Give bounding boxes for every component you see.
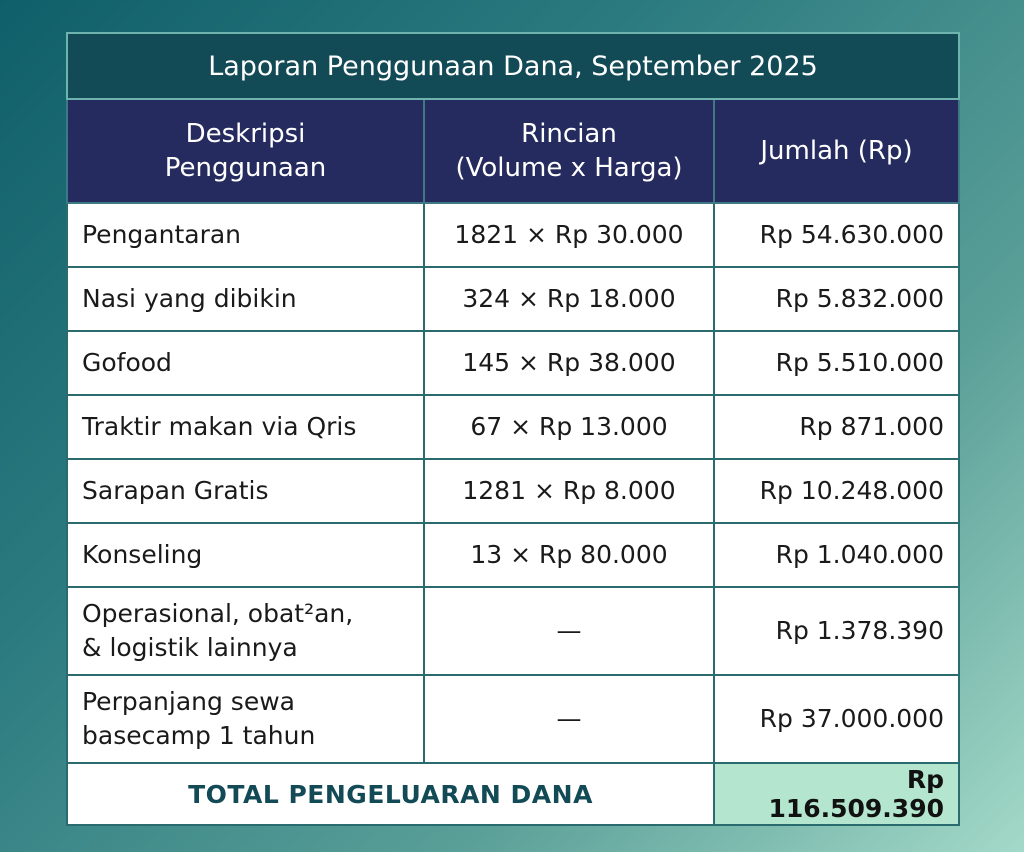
row-description [67, 675, 424, 763]
row-description-line: Perpanjang sewa [82, 687, 295, 716]
row-description: Pengantaran [67, 203, 424, 267]
row-jumlah: Rp 871.000 [714, 395, 959, 459]
total-label: TOTAL PENGELUARAN DANA [67, 763, 714, 825]
header-deskripsi-line: Penggunaan [164, 153, 327, 183]
header-deskripsi [67, 99, 424, 203]
row-jumlah: Rp 5.510.000 [714, 331, 959, 395]
table-row [67, 395, 959, 459]
row-description [67, 587, 424, 675]
total-value: Rp 116.509.390 [714, 763, 959, 825]
row-description: Sarapan Gratis [67, 459, 424, 523]
row-jumlah: Rp 5.832.000 [714, 267, 959, 331]
header-jumlah: Jumlah (Rp) [714, 99, 959, 203]
header-rincian [424, 99, 714, 203]
row-rincian: 324 × Rp 18.000 [424, 267, 714, 331]
row-rincian: 1281 × Rp 8.000 [424, 459, 714, 523]
table-row [67, 267, 959, 331]
row-description: Gofood [67, 331, 424, 395]
row-rincian: — [424, 675, 714, 763]
row-description: Konseling [67, 523, 424, 587]
fund-report-table [66, 32, 960, 826]
row-description-line: basecamp 1 tahun [82, 721, 316, 750]
table-row [67, 203, 959, 267]
row-jumlah: Rp 1.378.390 [714, 587, 959, 675]
row-jumlah: Rp 54.630.000 [714, 203, 959, 267]
row-description-line: & logistik lainnya [82, 633, 298, 662]
title-row [67, 33, 959, 99]
table-row [67, 523, 959, 587]
header-row [67, 99, 959, 203]
table-row [67, 459, 959, 523]
row-rincian: 67 × Rp 13.000 [424, 395, 714, 459]
header-deskripsi-line: Deskripsi [185, 119, 306, 149]
row-jumlah: Rp 10.248.000 [714, 459, 959, 523]
row-description: Traktir makan via Qris [67, 395, 424, 459]
header-rincian-line: Rincian [521, 119, 617, 149]
table-row [67, 331, 959, 395]
row-rincian: 1821 × Rp 30.000 [424, 203, 714, 267]
row-rincian: 145 × Rp 38.000 [424, 331, 714, 395]
row-description: Nasi yang dibikin [67, 267, 424, 331]
table-row [67, 675, 959, 763]
row-rincian: 13 × Rp 80.000 [424, 523, 714, 587]
row-jumlah: Rp 1.040.000 [714, 523, 959, 587]
total-row [67, 763, 959, 825]
table-row [67, 587, 959, 675]
row-description-line: Operasional, obat²an, [82, 599, 354, 628]
row-rincian: — [424, 587, 714, 675]
row-jumlah: Rp 37.000.000 [714, 675, 959, 763]
header-rincian-line: (Volume x Harga) [455, 153, 683, 183]
report-title: Laporan Penggunaan Dana, September 2025 [67, 33, 959, 99]
